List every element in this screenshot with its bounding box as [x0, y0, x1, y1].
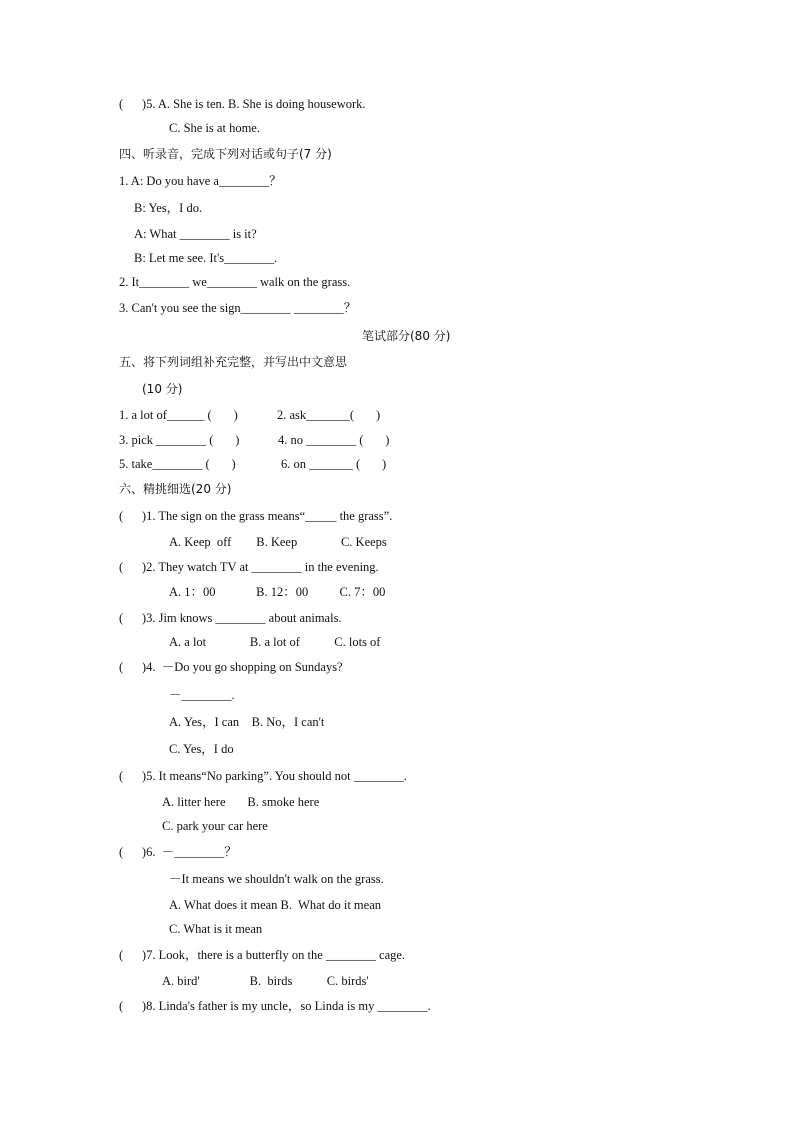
- section-five-heading: 五、将下列词组补充完整，并写出中文意思: [119, 355, 348, 369]
- choice-question-1: ( )1. The sign on the grass means“_____ the grass”.: [119, 509, 393, 523]
- choice-question-4: ( )4. －Do you go shopping on Sundays?: [119, 660, 343, 674]
- section-six-heading: 六、精挑细选(20 分): [119, 482, 232, 496]
- choice-question-4-option-c: C. Yes，I do: [169, 742, 234, 756]
- dialogue-line-1: 1. A: Do you have a________？: [119, 174, 282, 188]
- choice-question-4-reply: －________.: [169, 688, 235, 702]
- phrase-5: 5. take________ ( ): [119, 457, 236, 471]
- choice-question-4-options-ab: A. Yes，I can B. No，I can't: [169, 715, 325, 729]
- choice-question-5-options-ab: A. litter here B. smoke here: [162, 795, 320, 809]
- choice-question-1-options: A. Keep off B. Keep C. Keeps: [169, 535, 387, 549]
- choice-question-6-options-ab: A. What does it mean B. What do it mean: [169, 898, 381, 912]
- choice-question-3-options: A. a lot B. a lot of C. lots of: [169, 635, 381, 649]
- phrase-6: 6. on _______ ( ): [281, 457, 387, 471]
- choice-question-5: ( )5. It means“No parking”. You should not ________.: [119, 769, 407, 783]
- written-part-heading: 笔试部分(80 分): [362, 329, 451, 343]
- phrase-1: 1. a lot of______ ( ): [119, 408, 238, 422]
- sentence-2: 2. It________ we________ walk on the grass.: [119, 275, 351, 289]
- choice-question-7-options: A. bird' B. birds C. birds': [162, 974, 369, 988]
- question-5-option-c: C. She is at home.: [169, 121, 260, 135]
- dialogue-line-3: A: What ________ is it?: [134, 227, 257, 241]
- phrase-3: 3. pick ________ ( ): [119, 433, 240, 447]
- dialogue-line-2: B: Yes，I do.: [134, 201, 203, 215]
- phrase-2: 2. ask_______( ): [277, 408, 381, 422]
- choice-question-3: ( )3. Jim knows ________ about animals.: [119, 611, 342, 625]
- sentence-3: 3. Can't you see the sign________ ________？: [119, 301, 357, 315]
- dialogue-line-4: B: Let me see. It's________.: [134, 251, 278, 265]
- section-four-heading: 四、听录音，完成下列对话或句子(7 分): [119, 147, 332, 161]
- choice-question-5-option-c: C. park your car here: [162, 819, 268, 833]
- section-five-points: (10 分): [142, 382, 183, 396]
- choice-question-6: ( )6. －________？: [119, 845, 237, 859]
- question-5-options-ab: ( )5. A. She is ten. B. She is doing housework.: [119, 97, 366, 111]
- choice-question-8: ( )8. Linda's father is my uncle，so Linda is my ________.: [119, 999, 431, 1013]
- choice-question-2-options: A. 1：00 B. 12：00 C. 7：00: [169, 585, 386, 599]
- choice-question-6-reply: －It means we shouldn't walk on the grass.: [169, 872, 384, 886]
- choice-question-7: ( )7. Look，there is a butterfly on the ________ cage.: [119, 948, 406, 962]
- phrase-4: 4. no ________ ( ): [278, 433, 390, 447]
- choice-question-6-option-c: C. What is it mean: [169, 922, 263, 936]
- choice-question-2: ( )2. They watch TV at ________ in the evening.: [119, 560, 379, 574]
